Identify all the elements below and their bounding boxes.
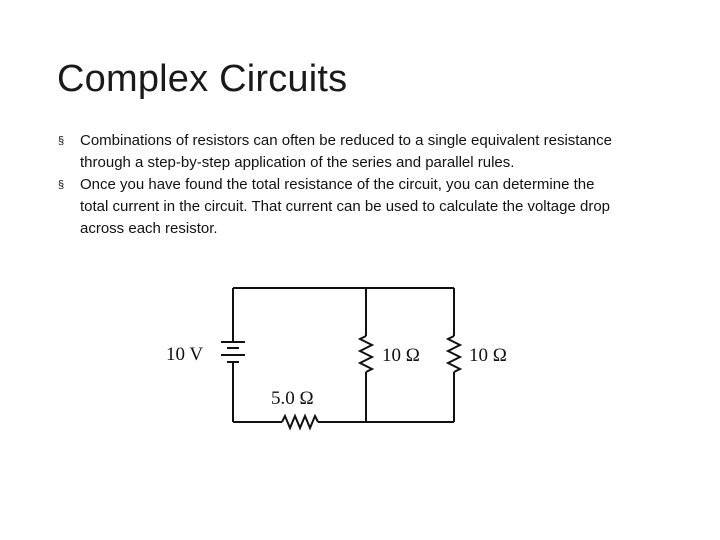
bullet-item xyxy=(58,174,618,240)
parallel-resistor-1-label: 10 Ω xyxy=(382,345,420,366)
battery-label: 10 V xyxy=(166,344,204,365)
parallel-resistor-2-label: 10 Ω xyxy=(469,345,507,366)
bullet-text: Combinations of resistors can often be reduced to a single equivalent resistance through a step-by-step application of the series and parallel rules. xyxy=(80,132,612,171)
resistor-icon xyxy=(448,336,460,372)
circuit-wires xyxy=(233,288,454,422)
resistor-icon xyxy=(282,416,318,428)
bullet-marker: § xyxy=(58,135,65,147)
circuit-diagram xyxy=(158,280,538,440)
bullet-list xyxy=(58,130,618,240)
slide-title: Complex Circuits xyxy=(57,58,348,100)
resistor-icon xyxy=(360,336,372,372)
series-resistor-label: 5.0 Ω xyxy=(271,388,314,409)
bullet-text: Once you have found the total resistance of the circuit, you can determine the total current in the circuit. That current can be used to calculate the voltage drop across each resistor. xyxy=(80,176,611,237)
bullet-item xyxy=(58,130,618,174)
battery-icon xyxy=(221,342,245,362)
bullet-marker: § xyxy=(58,179,65,191)
